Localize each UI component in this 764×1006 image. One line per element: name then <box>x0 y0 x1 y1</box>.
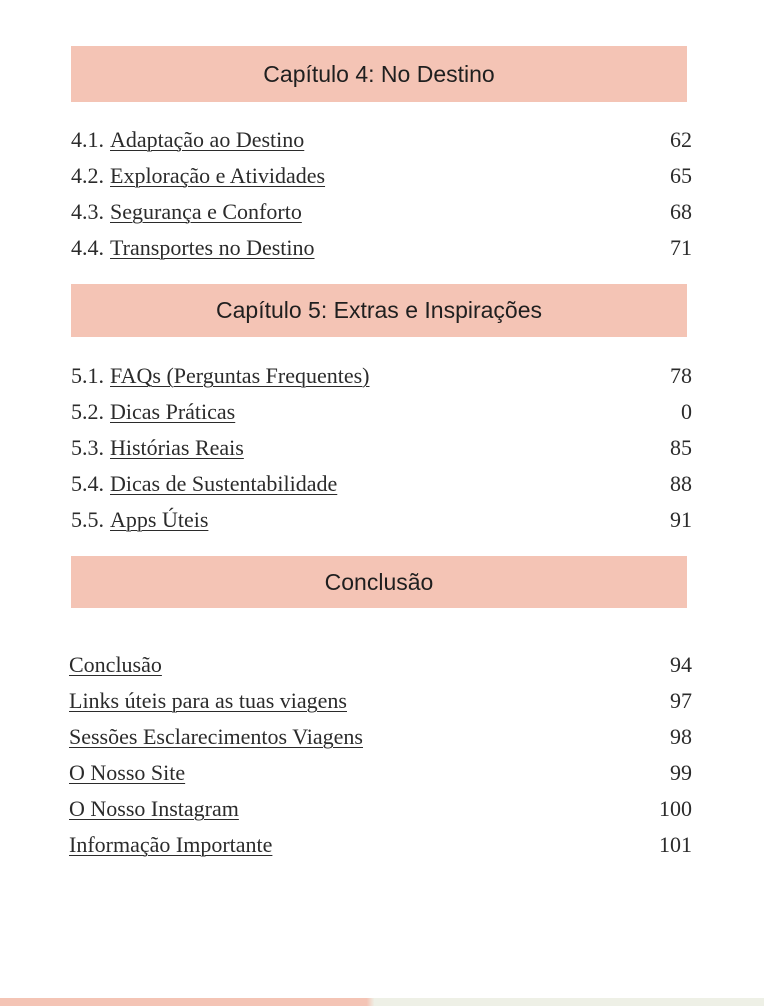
toc-page-number: 62 <box>670 127 692 152</box>
toc-page-number: 78 <box>670 363 692 388</box>
toc-link-sessoes[interactable]: Sessões Esclarecimentos Viagens <box>69 724 363 749</box>
toc-link-sustentabilidade[interactable]: Dicas de Sustentabilidade <box>110 471 338 496</box>
toc-page-number: 101 <box>659 832 692 857</box>
toc-page-number: 85 <box>670 435 692 460</box>
chapter-4-list <box>71 122 692 266</box>
toc-item-5-5[interactable] <box>71 502 692 538</box>
toc-page-number: 98 <box>670 724 692 749</box>
chapter-5-title: Capítulo 5: Extras e Inspirações <box>216 297 542 323</box>
toc-item-5-1[interactable] <box>71 358 692 394</box>
toc-item-informacao-importante[interactable] <box>69 827 692 863</box>
chapter-4-title: Capítulo 4: No Destino <box>263 60 495 87</box>
toc-page-number: 65 <box>670 163 692 188</box>
toc-link-apps-uteis[interactable]: Apps Úteis <box>110 507 209 532</box>
toc-item-nosso-site[interactable] <box>69 755 692 791</box>
toc-page-number: 88 <box>670 471 692 496</box>
toc-page-number: 91 <box>670 507 692 532</box>
toc-link-seguranca[interactable]: Segurança e Conforto <box>110 199 302 224</box>
toc-item-conclusao[interactable] <box>69 647 692 683</box>
toc-item-links-uteis[interactable] <box>69 683 692 719</box>
toc-page-number: 71 <box>670 235 692 260</box>
conclusion-list <box>69 647 692 863</box>
toc-number: 5.1. <box>71 363 104 388</box>
toc-item-5-4[interactable] <box>71 466 692 502</box>
toc-number: 5.4. <box>71 471 104 496</box>
toc-link-adaptacao[interactable]: Adaptação ao Destino <box>110 127 305 152</box>
toc-link-conclusao[interactable]: Conclusão <box>69 652 162 677</box>
toc-page-number: 0 <box>681 399 692 424</box>
toc-number: 4.3. <box>71 199 104 224</box>
toc-link-exploracao[interactable]: Exploração e Atividades <box>110 163 326 188</box>
toc-number: 5.2. <box>71 399 104 424</box>
toc-item-4-4[interactable] <box>71 230 692 266</box>
toc-page-number: 97 <box>670 688 692 713</box>
footer-decorative-bar <box>0 998 764 1006</box>
chapter-5-heading <box>71 284 687 337</box>
toc-link-historias-reais[interactable]: Histórias Reais <box>110 435 244 460</box>
chapter-5-list <box>71 358 692 538</box>
toc-page-number: 68 <box>670 199 692 224</box>
toc-link-transportes[interactable]: Transportes no Destino <box>110 235 315 260</box>
chapter-4-heading <box>71 46 687 102</box>
toc-number: 5.5. <box>71 507 104 532</box>
conclusion-title: Conclusão <box>324 568 434 595</box>
toc-link-informacao-importante[interactable]: Informação Importante <box>69 832 273 857</box>
toc-link-links-uteis[interactable]: Links úteis para as tuas viagens <box>69 688 347 713</box>
toc-item-nosso-instagram[interactable] <box>69 791 692 827</box>
toc-page-number: 99 <box>670 760 692 785</box>
toc-number: 4.2. <box>71 163 104 188</box>
toc-link-nosso-instagram[interactable]: O Nosso Instagram <box>69 796 239 821</box>
toc-link-dicas-praticas[interactable]: Dicas Práticas <box>110 399 236 424</box>
toc-page-number: 100 <box>659 796 692 821</box>
conclusion-heading <box>71 556 687 608</box>
toc-item-5-3[interactable] <box>71 430 692 466</box>
toc-number: 4.1. <box>71 127 104 152</box>
toc-number: 4.4. <box>71 235 104 260</box>
toc-number: 5.3. <box>71 435 104 460</box>
toc-page-number: 94 <box>670 652 692 677</box>
toc-item-sessoes[interactable] <box>69 719 692 755</box>
toc-item-4-3[interactable] <box>71 194 692 230</box>
toc-item-4-2[interactable] <box>71 158 692 194</box>
toc-link-faqs[interactable]: FAQs (Perguntas Frequentes) <box>110 363 370 388</box>
toc-item-4-1[interactable] <box>71 122 692 158</box>
toc-link-nosso-site[interactable]: O Nosso Site <box>69 760 186 785</box>
toc-item-5-2[interactable] <box>71 394 692 430</box>
